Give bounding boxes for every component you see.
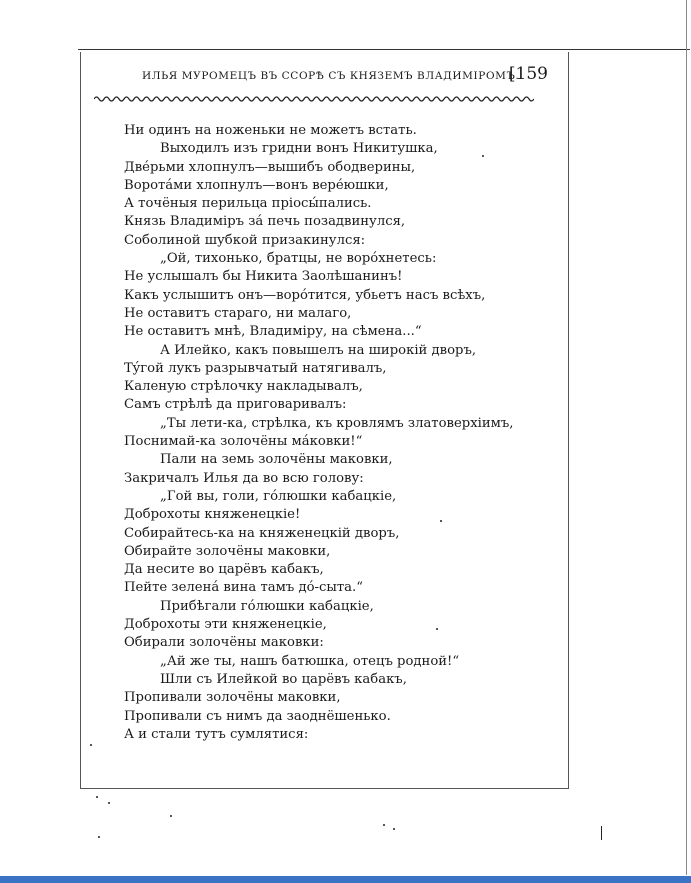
text-line: Прибѣгали гóлюшки кабацкіе, [160, 598, 374, 614]
text-line: Пали на земь золочёны маковки, [160, 452, 393, 468]
text-line: Собирайтесь-ка на княженецкій дворъ, [124, 525, 400, 541]
text-line: Не оставитъ стараго, ни малаго, [124, 305, 352, 321]
text-line: Двéрьми хлопнулъ—вышибъ ободверины, [124, 159, 416, 175]
scan-speck [440, 520, 442, 522]
scan-speck [90, 744, 92, 746]
text-line: Обирали золочёны маковки: [124, 635, 324, 651]
page-border-bottom [80, 788, 569, 789]
scan-speck [383, 824, 385, 826]
text-line: Каленую стрѣлочку накладывалъ, [124, 379, 363, 395]
text-line: Выходилъ изъ гридни вонъ Никитушка, [160, 141, 438, 157]
scan-speck [108, 802, 110, 804]
text-line: Поснимай-ка золочёны мáковки!“ [124, 434, 363, 450]
text-line: Князь Владиміръ зá печь позадвинулся, [124, 214, 406, 230]
text-line: Закричалъ Илья да во всю голову: [124, 470, 364, 486]
viewer-bottom-bar [0, 876, 691, 883]
text-line: Не оставитъ мнѣ, Владиміру, на сѣмена...“ [124, 324, 422, 340]
text-line: „Ай же ты, нашъ батюшка, отецъ родной!“ [160, 653, 460, 669]
viewer-frame-right-edge [686, 0, 687, 875]
text-line: Самъ стрѣлѣ да приговаривалъ: [124, 397, 347, 413]
text-line: А точёныя перильца пріосы́пались. [124, 196, 372, 212]
scan-speck [98, 836, 100, 838]
text-line: Не услышалъ бы Никита Заолѣшанинъ! [124, 269, 403, 285]
text-line: Пропивали золочёны маковки, [124, 690, 341, 706]
text-line: Да несите во царёвъ кабакъ, [124, 562, 324, 578]
scan-speck [482, 155, 484, 157]
text-line: Шли съ Илейкой во царёвъ кабакъ, [160, 671, 407, 687]
text-line: Тýгой лукъ разрывчатый натягивалъ, [124, 360, 387, 376]
scan-speck [393, 828, 395, 830]
text-line: „Гой вы, голи, гóлюшки кабацкіе, [160, 488, 397, 504]
poem-text [124, 122, 564, 744]
running-title: ИЛЬЯ МУРОМЕЦЪ ВЪ ССОРѢ СЪ КНЯЗЕМЪ ВЛАДИМІРОМЪ. [142, 70, 520, 82]
wavy-rule [94, 94, 534, 104]
text-line: Пропивали съ нимъ да заоднёшенько. [124, 708, 391, 724]
scan-speck [96, 796, 98, 798]
text-line: Доброхоты княженецкіе! [124, 507, 301, 523]
scan-speck [170, 815, 172, 817]
text-line: Соболиной шубкой призакинулся: [124, 232, 366, 248]
scan-speck [601, 826, 602, 840]
page-border-right [568, 52, 569, 788]
text-line: Воротáми хлопнулъ—вонъ верéюшки, [124, 177, 389, 193]
text-line: „Ты лети-ка, стрѣлка, къ кровлямъ златоверхіимъ, [160, 415, 514, 431]
viewer-frame-top-rule [78, 49, 690, 50]
text-line: „Ой, тихонько, братцы, не ворóхнетесь: [160, 251, 437, 267]
text-line: Ни одинъ на ноженьки не можетъ встать. [124, 123, 417, 138]
text-line: Пейте зеленá вина тамъ дó-сыта.“ [124, 580, 363, 596]
page-border-left [80, 52, 81, 788]
text-line: А и стали тутъ сумлятися: [124, 726, 309, 742]
text-line: Какъ услышитъ онъ—ворóтится, убьетъ насъ всѣхъ, [124, 287, 486, 303]
page-number: [159 [508, 64, 548, 84]
page-header [90, 64, 560, 86]
text-line: Доброхоты эти княженецкіе, [124, 617, 327, 633]
text-line: А Илейко, какъ повышелъ на широкій дворъ, [160, 342, 477, 358]
text-line: Обирайте золочёны маковки, [124, 543, 331, 559]
scan-speck [436, 628, 438, 630]
